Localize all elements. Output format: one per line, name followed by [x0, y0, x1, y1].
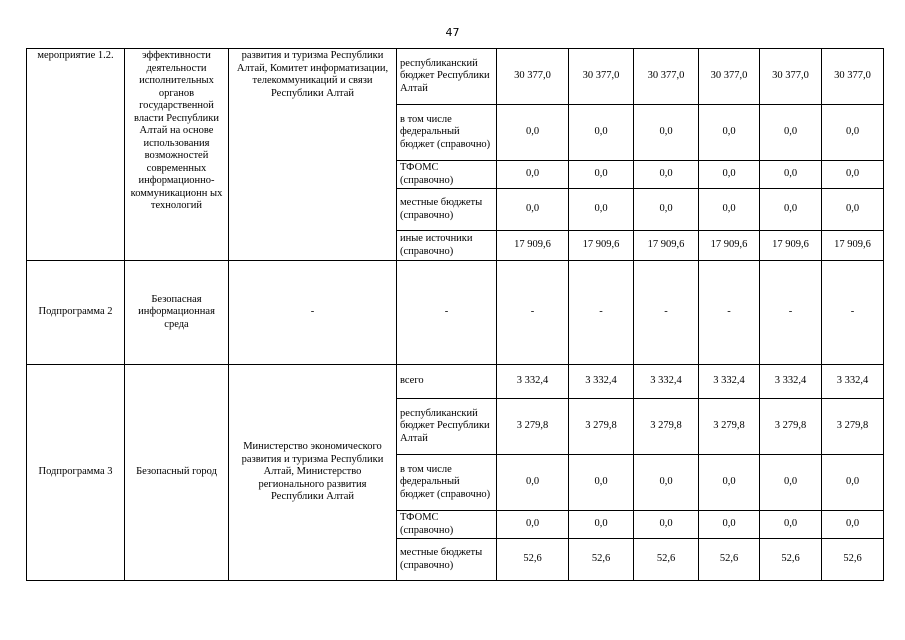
value-cell: 3 332,4	[497, 365, 569, 399]
value-cell: 0,0	[569, 511, 634, 539]
source-label: местные бюджеты (справочно)	[397, 189, 497, 231]
value-cell: -	[699, 261, 760, 365]
value-cell: 17 909,6	[634, 231, 699, 261]
value-cell: 0,0	[569, 161, 634, 189]
subprogram-name: Безопасная информационная среда	[125, 261, 229, 365]
value-cell: 17 909,6	[699, 231, 760, 261]
activity-code: мероприятие 1.2.	[27, 49, 125, 261]
value-cell: 0,0	[822, 511, 884, 539]
value-cell: 3 279,8	[699, 399, 760, 455]
value-cell: 52,6	[699, 539, 760, 581]
value-cell: 0,0	[634, 455, 699, 511]
value-cell: 17 909,6	[569, 231, 634, 261]
table-row	[27, 49, 884, 105]
value-cell: 30 377,0	[569, 49, 634, 105]
value-cell: 3 279,8	[569, 399, 634, 455]
subprogram-name: Безопасный город	[125, 365, 229, 581]
value-cell: 0,0	[822, 455, 884, 511]
value-cell: 30 377,0	[699, 49, 760, 105]
value-cell: 0,0	[569, 455, 634, 511]
source-label: всего	[397, 365, 497, 399]
subprogram-code: Подпрограмма 3	[27, 365, 125, 581]
source-label: республиканский бюджет Республики Алтай	[397, 399, 497, 455]
value-cell: -	[497, 261, 569, 365]
value-cell: 3 279,8	[822, 399, 884, 455]
source-label: -	[397, 261, 497, 365]
value-cell: 3 279,8	[634, 399, 699, 455]
value-cell: 0,0	[497, 161, 569, 189]
value-cell: 0,0	[569, 105, 634, 161]
value-cell: 0,0	[634, 105, 699, 161]
value-cell: 0,0	[822, 189, 884, 231]
value-cell: 52,6	[760, 539, 822, 581]
value-cell: 0,0	[822, 161, 884, 189]
source-label: в том числе федеральный бюджет (справочно)	[397, 105, 497, 161]
value-cell: 0,0	[760, 161, 822, 189]
source-label: ТФОМС (справочно)	[397, 161, 497, 189]
value-cell: 3 332,4	[569, 365, 634, 399]
source-label: в том числе федеральный бюджет (справочно)	[397, 455, 497, 511]
value-cell: 52,6	[634, 539, 699, 581]
funding-table	[26, 48, 884, 581]
value-cell: 3 332,4	[634, 365, 699, 399]
activity-executor: развития и туризма Республики Алтай, Комитет информатизации, телекоммуникаций и связи Республики Алтай	[229, 49, 397, 261]
value-cell: 52,6	[569, 539, 634, 581]
value-cell: 52,6	[497, 539, 569, 581]
value-cell: 0,0	[822, 105, 884, 161]
value-cell: 3 279,8	[497, 399, 569, 455]
value-cell: 17 909,6	[822, 231, 884, 261]
value-cell: 0,0	[699, 105, 760, 161]
page-number: 47	[445, 26, 460, 39]
value-cell: 0,0	[699, 189, 760, 231]
value-cell: 52,6	[822, 539, 884, 581]
value-cell: 0,0	[569, 189, 634, 231]
table-row	[27, 261, 884, 365]
value-cell: 30 377,0	[497, 49, 569, 105]
value-cell: 0,0	[699, 161, 760, 189]
source-label: республиканский бюджет Республики Алтай	[397, 49, 497, 105]
value-cell: 3 332,4	[699, 365, 760, 399]
value-cell: 3 279,8	[760, 399, 822, 455]
value-cell: 0,0	[760, 511, 822, 539]
value-cell: 0,0	[760, 455, 822, 511]
subprogram-executor: Министерство экономического развития и туризма Республики Алтай, Министерство регионального развития Республики Алтай	[229, 365, 397, 581]
subprogram-code: Подпрограмма 2	[27, 261, 125, 365]
value-cell: 0,0	[699, 511, 760, 539]
value-cell: -	[569, 261, 634, 365]
table-row	[27, 365, 884, 399]
value-cell: 0,0	[760, 105, 822, 161]
source-label: иные источники (справочно)	[397, 231, 497, 261]
value-cell: 17 909,6	[497, 231, 569, 261]
value-cell: 0,0	[760, 189, 822, 231]
value-cell: 30 377,0	[822, 49, 884, 105]
value-cell: 0,0	[634, 189, 699, 231]
value-cell: 17 909,6	[760, 231, 822, 261]
value-cell: 0,0	[634, 511, 699, 539]
source-label: местные бюджеты (справочно)	[397, 539, 497, 581]
value-cell: -	[634, 261, 699, 365]
value-cell: 0,0	[497, 455, 569, 511]
value-cell: -	[822, 261, 884, 365]
value-cell: 0,0	[497, 105, 569, 161]
value-cell: 0,0	[699, 455, 760, 511]
value-cell: 0,0	[634, 161, 699, 189]
value-cell: 3 332,4	[822, 365, 884, 399]
value-cell: 0,0	[497, 511, 569, 539]
subprogram-executor: -	[229, 261, 397, 365]
value-cell: 3 332,4	[760, 365, 822, 399]
value-cell: 0,0	[497, 189, 569, 231]
activity-name: эффективности деятельности исполнительных органов государственной власти Республики Алтай на основе использования возможностей современных информационно-коммуникационн ых технологий	[125, 49, 229, 261]
value-cell: -	[760, 261, 822, 365]
value-cell: 30 377,0	[760, 49, 822, 105]
source-label: ТФОМС (справочно)	[397, 511, 497, 539]
value-cell: 30 377,0	[634, 49, 699, 105]
